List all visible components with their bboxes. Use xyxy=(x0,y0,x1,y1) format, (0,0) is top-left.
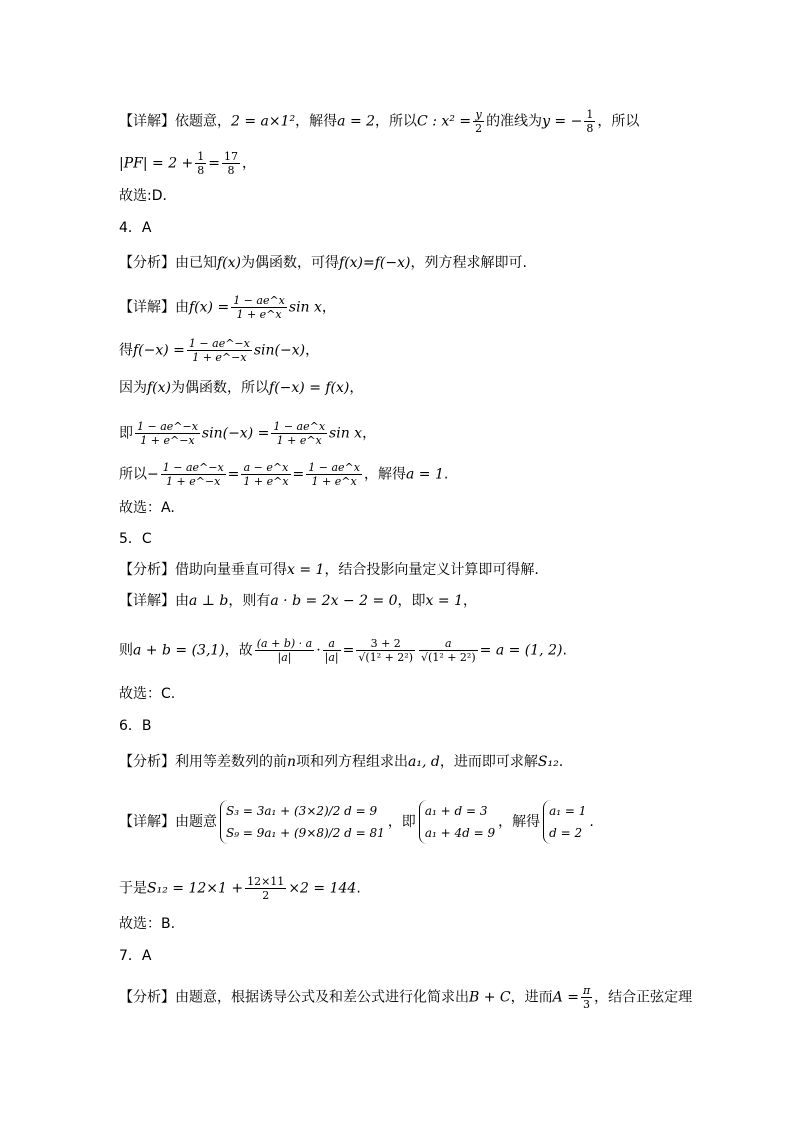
q7-analysis: 【分析】由题意，根据诱导公式及和差公式进行化简求出B + C，进而A = $\frac{\pi}{3}$ ，结合正弦定理 xyxy=(119,984,693,1011)
q5-detail-1: 【详解】由a ⊥ b，则有a · b = 2x − 2 = 0，即x = 1， xyxy=(119,593,477,609)
equation-system: a₁ + d = 3 a₁ + 4d = 9 xyxy=(419,800,495,844)
equation-system: S₃ = 3a₁ + (3×2)/2 d = 9 S₉ = 9a₁ + (9×8)/2 d = 81 xyxy=(220,800,385,844)
s3-detail-line: 【详解】依题意，2 = a×1²，解得a = 2，所以C : x² = $\frac{y}{2}$ 的准线为y = − $\frac{1}{8}$ ，所以 xyxy=(119,108,640,135)
detail-tag: 【详解】 xyxy=(119,299,175,316)
analysis-tag: 【分析】 xyxy=(119,255,175,271)
detail-tag: 【详解】 xyxy=(119,593,175,609)
fraction: $\frac{\pi}{3}$ xyxy=(582,984,591,1011)
fraction: $\frac{1 - ae\^{}x}{1 + e\^{}x}$ xyxy=(273,420,326,447)
q6-answer: 故选：B. xyxy=(119,916,176,932)
analysis-tag: 【分析】 xyxy=(119,754,175,770)
fraction: $\frac{a}{|a|}$ xyxy=(324,637,339,664)
q6-detail-2: 于是S₁₂ = 12×1 + $\frac{12\times 11}{2}$ ×2 = 144. xyxy=(119,875,361,902)
fraction: $\frac{1}{8}$ xyxy=(586,108,594,135)
fraction: $\frac{17}{8}$ xyxy=(224,150,239,177)
detail-tag: 【详解】 xyxy=(119,113,175,130)
fraction: $\frac{1 - ae\^{}x}{1 + e\^{}x}$ xyxy=(308,461,360,488)
q6-heading: 6．B xyxy=(119,718,152,734)
fraction: $\frac{3 + 2}{\text{√(1² + 2²)}}$ xyxy=(358,637,414,664)
q5-heading: 5．C xyxy=(119,531,152,547)
fraction: $\frac{a}{\text{√(1² + 2²)}}$ xyxy=(421,637,476,664)
q5-detail-2: 则a + b = (3,1)，故 $\frac{(a + b) \cdot a}{|a|}$ · $\frac{a}{|a|}$ = $\frac{3 + 2}{\text{√(1² + 2²)}}$ $\frac{a}{\text{√(1² + 2²)}}$ = a = (1, 2). xyxy=(119,637,567,664)
q7-heading: 7．A xyxy=(119,948,152,964)
q4-detail-2: 得f(−x) = $\frac{1 - ae\^{}-x}{1 + e\^{}-x}$ sin(−x)， xyxy=(119,337,320,364)
q6-detail-1: 【详解】由题意 S₃ = 3a₁ + (3×2)/2 d = 9 S₉ = 9a₁ + (9×8)/2 d = 81 ，即 a₁ + d = 3 a₁ + 4d = 9 ，解得 a₁ = 1 d = 2 . xyxy=(119,800,594,844)
q6-analysis: 【分析】利用等差数列的前n项和列方程组求出a₁, d，进而即可求解S₁₂. xyxy=(119,754,564,770)
fraction: $\frac{12\times 11}{2}$ xyxy=(247,875,285,902)
analysis-tag: 【分析】 xyxy=(119,562,175,578)
s3-answer: 故选:D． xyxy=(119,188,177,204)
fraction: $\frac{1 - ae\^{}-x}{1 + e\^{}-x}$ xyxy=(137,420,198,447)
q4-heading: 4．A xyxy=(119,220,152,236)
q4-detail-5: 所以− $\frac{1 - ae\^{}-x}{1 + e\^{}-x}$ = $\frac{a - e\^{}x}{1 + e\^{}x}$ = $\frac{1 - ae\^{}x}{1 + e\^{}x}$ ，解得a = 1. xyxy=(119,461,449,488)
fraction: $\frac{a - e\^{}x}{1 + e\^{}x}$ xyxy=(243,461,289,488)
q5-answer: 故选：C. xyxy=(119,686,176,702)
analysis-tag: 【分析】 xyxy=(119,989,175,1006)
fraction: $\frac{1}{8}$ xyxy=(197,150,205,177)
fraction: $\frac{(a + b) \cdot a}{|a|}$ xyxy=(256,637,313,664)
fraction: $\frac{y}{2}$ xyxy=(475,108,483,135)
q4-detail-1: 【详解】由f(x) = $\frac{1 - ae\^{}x}{1 + e\^{}x}$ sin x， xyxy=(119,294,336,321)
fraction: $\frac{1 - ae\^{}-x}{1 + e\^{}-x}$ xyxy=(188,337,250,364)
q4-detail-4: 即 $\frac{1 - ae\^{}-x}{1 + e\^{}-x}$ sin(−x) = $\frac{1 - ae\^{}x}{1 + e\^{}x}$ sin x， xyxy=(119,420,377,447)
q4-analysis: 【分析】由已知f(x)为偶函数，可得f(x)=f(−x)，列方程求解即可. xyxy=(119,255,527,271)
q5-analysis: 【分析】借助向量垂直可得x = 1，结合投影向量定义计算即可得解. xyxy=(119,562,539,578)
fraction: $\frac{1 - ae\^{}x}{1 + e\^{}x}$ xyxy=(233,294,285,321)
q4-answer: 故选：A. xyxy=(119,500,175,516)
fraction: $\frac{1 - ae\^{}-x}{1 + e\^{}-x}$ xyxy=(162,461,224,488)
equation-system: a₁ = 1 d = 2 xyxy=(543,800,586,844)
q4-detail-3: 因为f(x)为偶函数，所以f(−x) = f(x)， xyxy=(119,380,364,396)
detail-tag: 【详解】 xyxy=(119,814,175,830)
s3-detail-line-2: |PF| = 2 + $\frac{1}{8}$ = $\frac{17}{8}$ ， xyxy=(119,150,257,177)
